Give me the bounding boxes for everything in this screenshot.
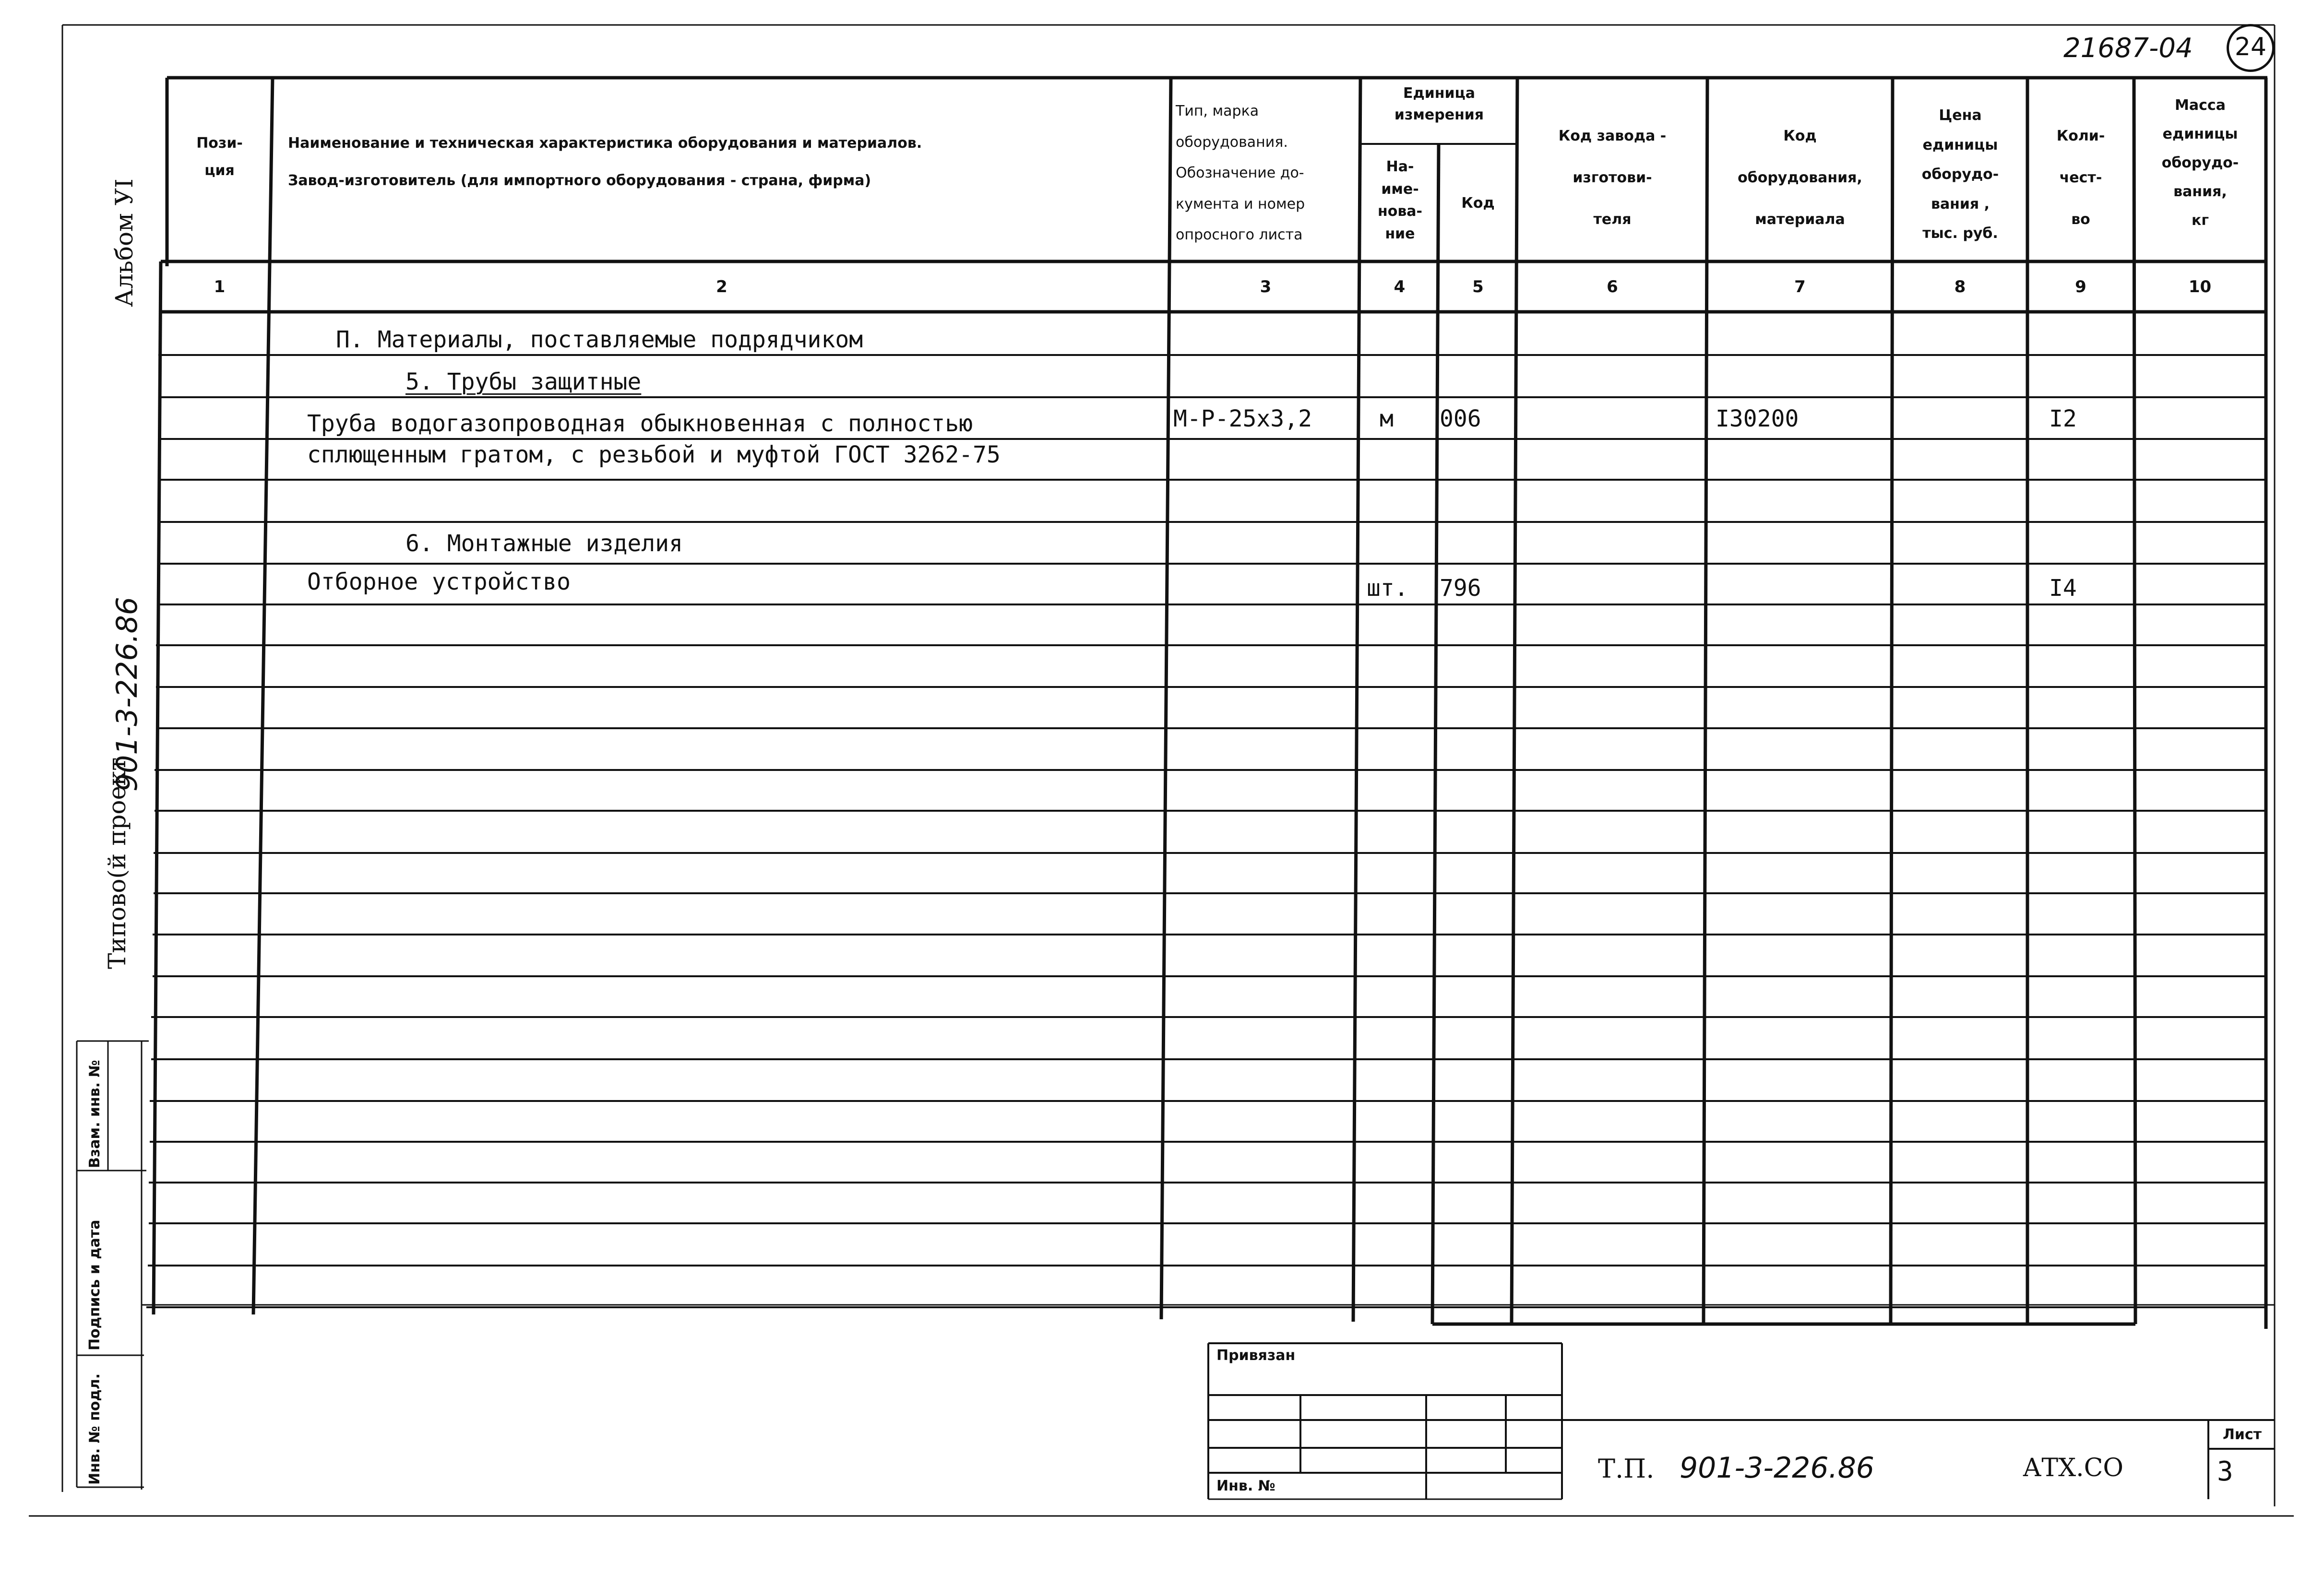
stamp-inv-number: Инв. №	[1216, 1478, 1275, 1494]
column-number: 10	[2188, 277, 2212, 296]
stamp-privyazan: Привязан	[1216, 1347, 1296, 1364]
item-type: М-Р-25х3,2	[1173, 405, 1312, 432]
column-number: 6	[1607, 277, 1618, 296]
header-type: Тип, марка оборудования. Обозначение до- кумента и номер опросного листа	[1176, 103, 1305, 243]
section-title	[336, 326, 863, 353]
project-label: Типово(й проект	[103, 757, 131, 969]
column-number: 2	[716, 277, 727, 296]
header-unit-code: Код	[1461, 195, 1495, 212]
item-unit: шт.	[1367, 575, 1408, 602]
header-maker-code: Код завода - изготови- теля	[1558, 128, 1667, 228]
document-number: 21687-04	[2063, 33, 2193, 64]
album-label: Альбом УI	[110, 178, 138, 307]
designation-code: АТХ.СО	[2023, 1454, 2124, 1482]
header-equipment-code: Код оборудования, материала	[1738, 128, 1862, 228]
inv-podl-label: Инв. № подл.	[86, 1373, 103, 1485]
column-number: 7	[1794, 277, 1806, 296]
column-number: 1	[214, 277, 226, 296]
group-title: 6. Монтажные изделия	[405, 530, 683, 557]
item-quantity: I2	[2049, 405, 2077, 432]
project-number-side: 901-3-226.86	[110, 597, 144, 792]
designation-prefix: Т.П.	[1598, 1454, 1655, 1484]
designation-number: 901-3-226.86	[1680, 1451, 1874, 1485]
page-number: 24	[2234, 33, 2267, 61]
group-title: 5. Трубы защитные	[405, 368, 642, 395]
header-price: Цена единицы оборудо- вания , тыс. руб.	[1921, 107, 1999, 242]
item-unit: м	[1380, 405, 1394, 432]
item-material-code: I30200	[1716, 405, 1799, 432]
table-row-item-name: Труба водогазопроводная обыкновенная с полностью	[307, 410, 973, 437]
table-row-item-name: Отборное устройство	[307, 568, 571, 595]
item-unit-code: 796	[1440, 575, 1481, 602]
column-number: 4	[1394, 277, 1406, 296]
page-number-circle	[2227, 24, 2275, 72]
item-quantity: I4	[2049, 575, 2077, 602]
signature-date-label: Подпись и дата	[86, 1219, 103, 1350]
vzam-inv-label: Взам. инв. №	[86, 1060, 103, 1168]
sheet-label: Лист	[2222, 1426, 2262, 1443]
header-unit-name: На- име- нова- ние	[1377, 158, 1423, 242]
header-mass: Масса единицы оборудо- вания, кг	[2161, 97, 2239, 229]
header-unit: Единица измерения	[1394, 85, 1484, 123]
section-title-text: П. Материалы, поставляемые подрядчиком	[336, 326, 863, 353]
column-number: 8	[1954, 277, 1966, 296]
item-unit-code: 006	[1440, 405, 1481, 432]
header-name: Наименование и техническая характеристика оборудования и материалов. Завод-изготовитель (для импортного оборудования - страна, фирма)	[288, 135, 922, 189]
column-number: 5	[1472, 277, 1484, 296]
column-number: 3	[1260, 277, 1272, 296]
header-position: Пози- ция	[196, 135, 243, 179]
column-number: 9	[2075, 277, 2086, 296]
header-quantity: Коли- чест- во	[2056, 128, 2105, 228]
table-row-item-name-cont: сплющенным гратом, с резьбой и муфтой ГОСТ 3262-75	[307, 441, 1001, 468]
sheet-number: 3	[2217, 1456, 2233, 1487]
